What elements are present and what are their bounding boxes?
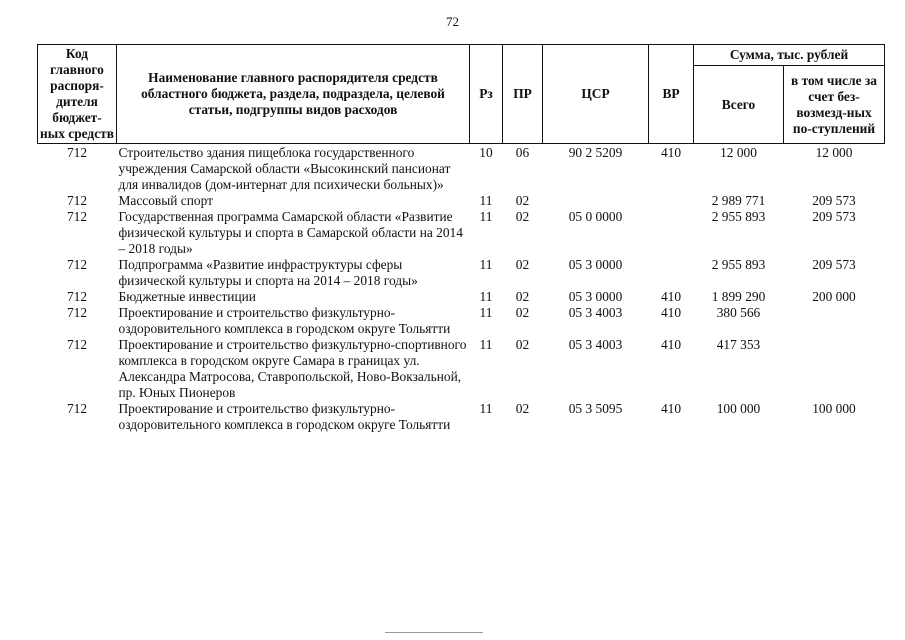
table-row: [38, 401, 885, 433]
cell-vr: [649, 193, 694, 209]
cell-pr: 02: [515, 209, 530, 224]
cell-total: 12 000: [720, 145, 757, 160]
cell-csr: 05 3 5095: [568, 401, 623, 416]
cell-code: 712: [66, 289, 88, 304]
header-gratis: в том числе за счет без-возмезд-ных по-ступлений: [784, 66, 885, 144]
cell-csr: [543, 193, 649, 209]
cell-rz: 11: [479, 337, 493, 352]
cell-pr: 02: [515, 257, 530, 272]
table-row: [38, 144, 885, 194]
cell-name: Бюджетные инвестиции: [118, 289, 256, 304]
table-row: [38, 257, 885, 289]
header-pr: ПР: [503, 45, 543, 144]
cell-name: Подпрограмма «Развитие инфраструктуры сферы физической культуры и спорта на 2014 – 2018 годы»: [118, 257, 418, 288]
table-header: [38, 45, 885, 144]
cell-csr: 05 3 0000: [568, 289, 623, 304]
cell-code: 712: [66, 193, 88, 208]
footer-rule: [385, 632, 483, 633]
cell-csr: 05 3 4003: [568, 337, 623, 352]
cell-rz: 11: [479, 289, 493, 304]
cell-gratis: 200 000: [812, 289, 856, 304]
cell-total: 2 955 893: [711, 257, 766, 272]
cell-name: Проектирование и строительство физкультурно-спортивного комплекса в городском округе Самара в границах ул. Александра Матросова, Ставропольской, Ново-Вокзальной, пр. Юных Пионеров: [118, 337, 467, 400]
cell-rz: 11: [479, 305, 493, 320]
cell-total: 2 955 893: [711, 209, 766, 224]
cell-gratis: 100 000: [812, 401, 856, 416]
cell-name: Проектирование и строительство физкультурно-оздоровительного комплекса в городском округе Тольятти: [118, 305, 451, 336]
cell-gratis: 209 573: [812, 209, 856, 224]
table-row: [38, 305, 885, 337]
cell-pr: 02: [515, 289, 530, 304]
header-vr: ВР: [649, 45, 694, 144]
cell-pr: 06: [515, 145, 530, 160]
cell-code: 712: [66, 145, 88, 160]
cell-total: 100 000: [716, 401, 761, 416]
cell-gratis: [784, 305, 885, 337]
cell-code: 712: [66, 305, 88, 320]
cell-name: Проектирование и строительство физкультурно-оздоровительного комплекса в городском округе Тольятти: [118, 401, 451, 432]
cell-vr: 410: [660, 289, 682, 304]
cell-rz: 11: [479, 401, 493, 416]
cell-pr: 02: [515, 193, 530, 208]
cell-rz: 11: [479, 257, 493, 272]
cell-total: 417 353: [716, 337, 761, 352]
cell-gratis: 209 573: [812, 193, 856, 208]
header-rz: Рз: [470, 45, 503, 144]
cell-gratis: 12 000: [815, 145, 853, 160]
cell-code: 712: [66, 401, 88, 416]
cell-total: 2 989 771: [711, 193, 766, 208]
cell-total: 380 566: [716, 305, 761, 320]
cell-vr: 410: [660, 145, 682, 160]
cell-csr: 05 3 0000: [568, 257, 623, 272]
cell-gratis: 209 573: [812, 257, 856, 272]
table-row: [38, 193, 885, 209]
cell-csr: 05 0 0000: [568, 209, 623, 224]
cell-name: Строительство здания пищеблока государственного учреждения Самарской области «Высокинский пансионат для инвалидов (дом-интернат для психически больных)»: [118, 145, 451, 192]
header-code: Код главного распоря-дителя бюджет-ных средств: [38, 45, 117, 144]
cell-gratis: [784, 337, 885, 401]
cell-csr: 05 3 4003: [568, 305, 623, 320]
cell-vr: [649, 257, 694, 289]
header-csr: ЦСР: [543, 45, 649, 144]
cell-code: 712: [66, 209, 88, 224]
cell-name: Государственная программа Самарской области «Развитие физической культуры и спорта в Самарской области на 2014 – 2018 годы»: [118, 209, 463, 256]
table-row: [38, 209, 885, 257]
cell-rz: 10: [479, 145, 493, 160]
cell-pr: 02: [515, 305, 530, 320]
header-name: Наименование главного распорядителя средств областного бюджета, раздела, подраздела, целевой статьи, подгруппы видов расходов: [117, 45, 470, 144]
cell-code: 712: [66, 337, 88, 352]
cell-pr: 02: [515, 401, 530, 416]
cell-vr: [649, 209, 694, 257]
cell-code: 712: [66, 257, 88, 272]
header-total: Всего: [694, 66, 784, 144]
page-number: 72: [446, 14, 459, 29]
cell-rz: 11: [479, 193, 493, 208]
cell-total: 1 899 290: [711, 289, 766, 304]
cell-name: Массовый спорт: [118, 193, 213, 208]
header-sum-group: Сумма, тыс. рублей: [694, 45, 885, 66]
cell-rz: 11: [479, 209, 493, 224]
table-row: [38, 289, 885, 305]
cell-vr: 410: [660, 401, 682, 416]
cell-csr: 90 2 5209: [568, 145, 623, 160]
cell-vr: 410: [660, 337, 682, 352]
budget-table: [37, 44, 885, 433]
cell-vr: 410: [660, 305, 682, 320]
cell-pr: 02: [515, 337, 530, 352]
table-body: [38, 144, 885, 434]
table-row: [38, 337, 885, 401]
